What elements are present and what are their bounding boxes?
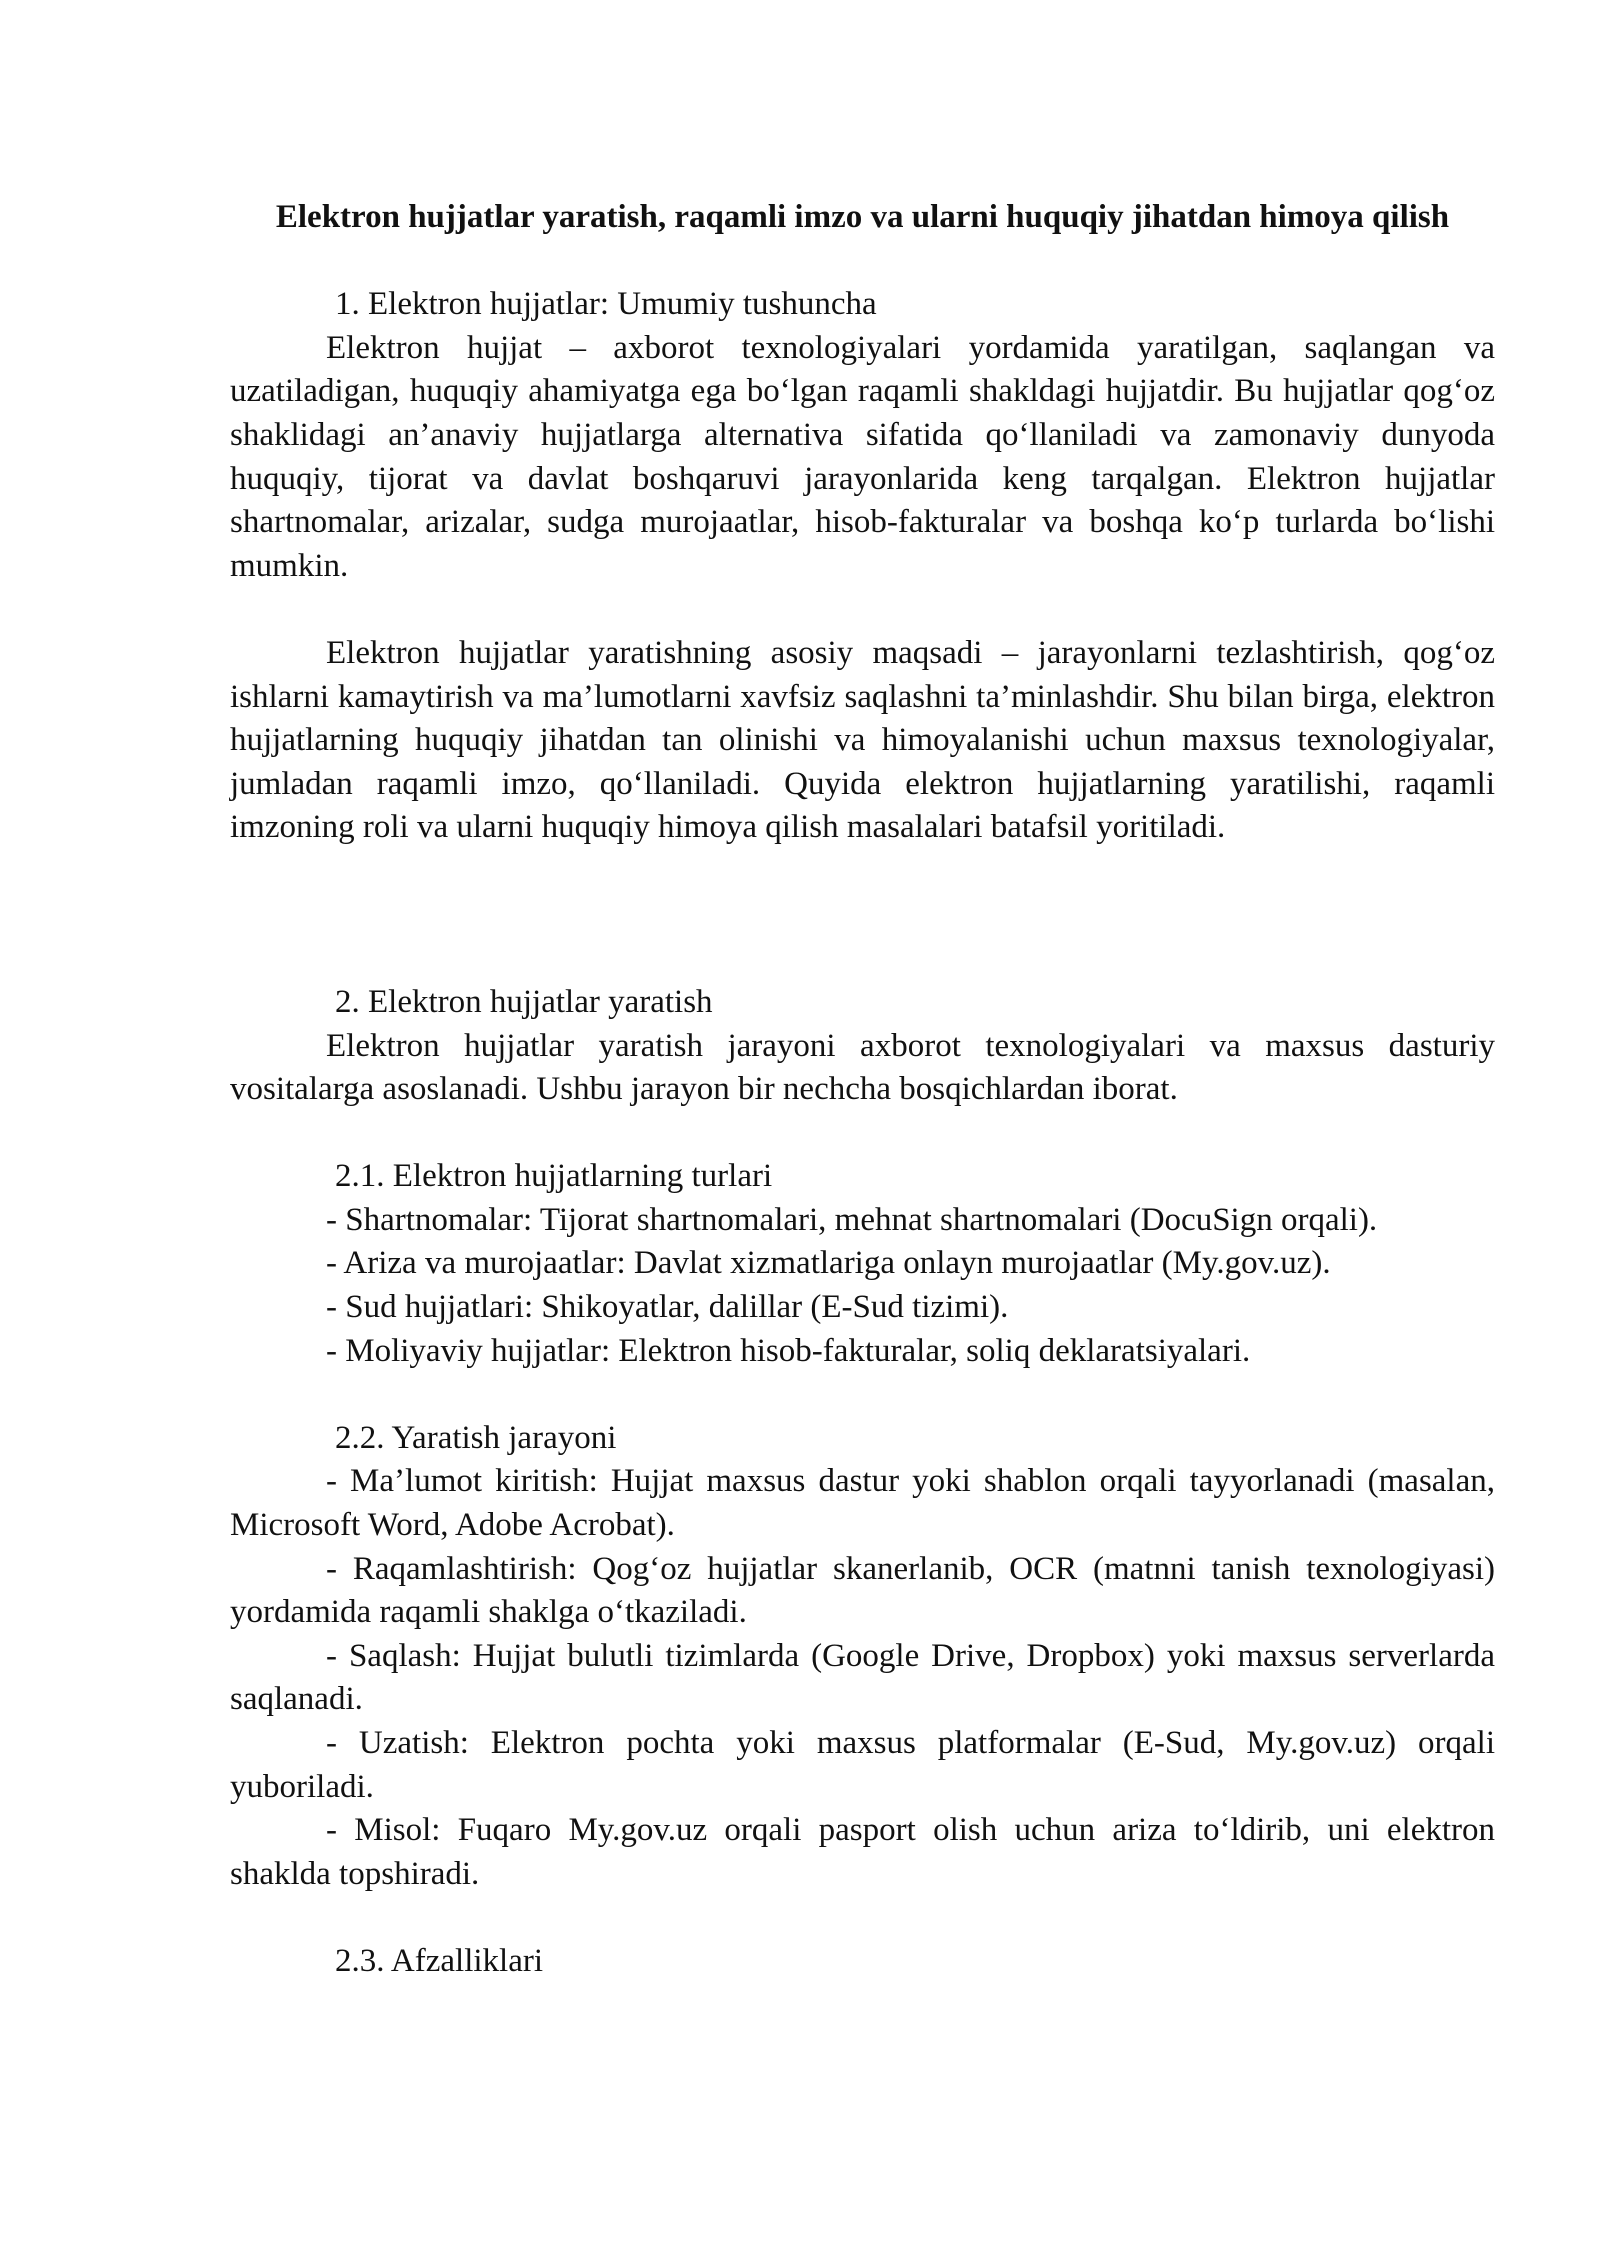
list-item: - Ma’lumot kiritish: Hujjat maxsus dastur yoki shablon orqali tayyorlanadi (masalan, Microsoft Word, Adobe Acrobat). — [230, 1463, 1495, 1544]
list-item: - Sud hujjatlari: Shikoyatlar, dalillar (E-Sud tizimi). — [326, 1289, 1009, 1326]
section-2-1-heading: 2.1. Elektron hujjatlarning turlari — [335, 1158, 773, 1195]
document-title: Elektron hujjatlar yaratish, raqamli imzo va ularni huquqiy jihatdan himoya qilish — [275, 199, 1450, 235]
list-item: - Uzatish: Elektron pochta yoki maxsus platformalar (E-Sud, My.gov.uz) orqali yuboriladi. — [230, 1725, 1495, 1805]
list-item: - Raqamlashtirish: Qog‘oz hujjatlar skanerlanib, OCR (matnni tanish texnologiyasi) yordamida raqamli shaklga o‘tkaziladi. — [230, 1550, 1495, 1631]
spacer — [230, 850, 1495, 981]
section-2-paragraph-1: Elektron hujjatlar yaratish jarayoni axborot texnologiyalari va maxsus dasturiy vositalarga asoslanadi. Ushbu jarayon bir nechcha bosqichlardan iborat. — [230, 1027, 1495, 1108]
section-2-heading: 2. Elektron hujjatlar yaratish — [335, 983, 713, 1020]
list-item: - Ariza va murojaatlar: Davlat xizmatlariga onlayn murojaatlar (My.gov.uz). — [326, 1245, 1331, 1282]
list-item: - Shartnomalar: Tijorat shartnomalari, mehnat shartnomalari (DocuSign orqali). — [326, 1201, 1378, 1238]
section-2-3-heading: 2.3. Afzalliklari — [335, 1942, 544, 1979]
spacer — [230, 240, 1495, 284]
document-page — [230, 196, 1495, 1984]
list-item: - Moliyaviy hujjatlar: Elektron hisob-fakturalar, soliq deklaratsiyalari. — [326, 1332, 1251, 1369]
spacer — [230, 1373, 1495, 1417]
list-item: - Misol: Fuqaro My.gov.uz orqali pasport olish uchun ariza to‘ldirib, uni elektron shaklda topshiradi. — [230, 1812, 1495, 1892]
section-2-2-heading: 2.2. Yaratish jarayoni — [335, 1419, 617, 1456]
spacer — [230, 588, 1495, 632]
spacer — [230, 1112, 1495, 1156]
section-1-heading: 1. Elektron hujjatlar: Umumiy tushuncha — [335, 286, 877, 323]
list-item: - Saqlash: Hujjat bulutli tizimlarda (Google Drive, Dropbox) yoki maxsus serverlarda saqlanadi. — [230, 1637, 1495, 1718]
section-1-paragraph-1: Elektron hujjat – axborot texnologiyalari yordamida yaratilgan, saqlangan va uzatiladigan, huquqiy ahamiyatga ega bo‘lgan raqamli shakldagi hujjatdir. Bu hujjatlar qog‘oz shaklidagi an’anaviy hujjatlarga alternativa sifatida qo‘llaniladi va zamonaviy dunyoda huquqiy, tijorat va davlat boshqaruvi jarayonlarida keng tarqalgan. Elektron hujjatlar shartnomalar, arizalar, sudga murojaatlar, hisob-fakturalar va boshqa ko‘p turlarda bo‘lishi mumkin. — [230, 329, 1495, 584]
section-1-paragraph-2: Elektron hujjatlar yaratishning asosiy maqsadi – jarayonlarni tezlashtirish, qog‘oz ishlarni kamaytirish va ma’lumotlarni xavfsiz saqlashni ta’minlashdir. Shu bilan birga, elektron hujjatlarning huquqiy jihatdan tan olinishi va himoyalanishi uchun maxsus texnologiyalar, jumladan raqamli imzo, qo‘llaniladi. Quyida elektron hujjatlarning yaratilishi, raqamli imzoning roli va ularni huquqiy himoya qilish masalalari batafsil yoritiladi. — [230, 634, 1495, 846]
spacer — [230, 1896, 1495, 1940]
